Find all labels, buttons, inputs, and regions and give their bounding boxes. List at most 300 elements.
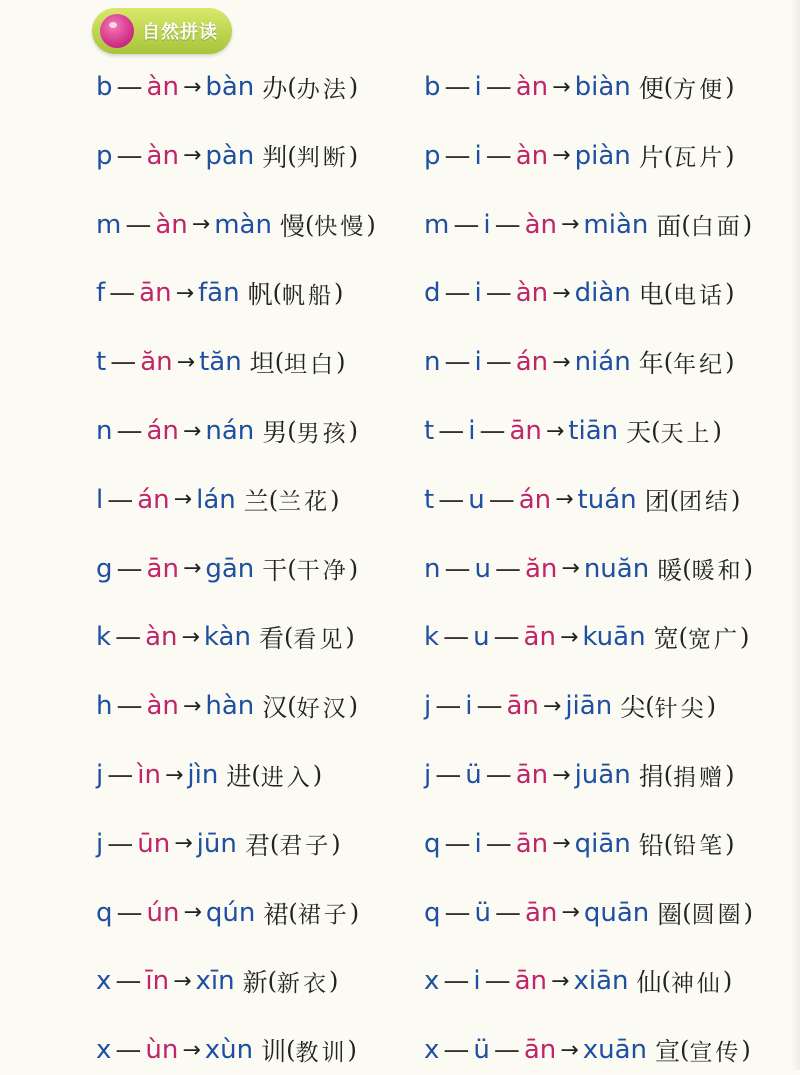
example-word: 暖和 [691, 558, 744, 585]
open-paren: ( [663, 348, 674, 377]
hanzi-character: 仙 [636, 968, 662, 998]
open-paren: ( [645, 692, 655, 721]
example-word: 白面 [690, 214, 743, 241]
hanzi-character: 训 [261, 1037, 287, 1067]
initial-sound: h [96, 691, 113, 722]
hanzi-character: 电 [638, 280, 664, 310]
initial-sound: x [424, 1035, 440, 1066]
phonics-row [0, 1025, 800, 1075]
close-paren: ) [347, 1036, 357, 1065]
final-sound: àn [146, 691, 179, 722]
initial-sound: f [96, 278, 106, 309]
dash-separator: — [116, 72, 143, 102]
open-paren: ( [680, 1036, 690, 1065]
syllable: xuān [582, 1035, 648, 1066]
medial-sound: u [474, 553, 491, 584]
initial-sound: b [96, 72, 113, 102]
example-word: 新衣 [277, 970, 330, 997]
dash-separator: — [125, 209, 152, 240]
arrow-icon: → [182, 74, 202, 100]
dash-separator: — [443, 966, 470, 997]
phonics-entry-left [96, 406, 358, 456]
phonics-entry-right [424, 888, 753, 938]
close-paren: ) [722, 967, 733, 996]
close-paren: ) [348, 692, 358, 721]
arrow-icon: → [181, 624, 200, 650]
hanzi-character: 面 [656, 211, 682, 241]
example-word: 帆船 [281, 282, 334, 309]
final-sound: ún [146, 897, 180, 928]
open-paren: ( [287, 554, 297, 583]
close-paren: ) [348, 73, 359, 101]
initial-sound: b [424, 72, 441, 102]
final-sound: án [146, 416, 179, 446]
initial-sound: n [96, 416, 113, 446]
example-word: 方便 [673, 76, 726, 103]
dash-separator: — [116, 897, 143, 928]
open-paren: ( [274, 348, 285, 377]
open-paren: ( [287, 417, 297, 445]
dash-separator: — [485, 347, 512, 378]
open-paren: ( [287, 73, 297, 101]
medial-sound: i [474, 72, 482, 102]
syllable: diàn [574, 278, 631, 309]
hanzi-character: 坦 [249, 349, 275, 379]
dash-separator: — [494, 553, 521, 584]
hanzi-character: 判 [262, 142, 288, 172]
example-word: 快慢 [314, 214, 367, 241]
example-word: 团结 [679, 489, 732, 516]
phonics-entry-left [96, 681, 358, 731]
dash-separator: — [109, 278, 136, 309]
syllable: xùn [204, 1035, 254, 1066]
arrow-icon: → [182, 418, 202, 444]
syllable: tăn [199, 347, 242, 378]
hanzi-character: 裙 [263, 899, 289, 929]
example-word: 圆圈 [691, 902, 744, 929]
initial-sound: q [424, 828, 441, 859]
hanzi-character: 片 [638, 142, 664, 172]
close-paren: ) [329, 967, 339, 996]
example-word: 进入 [260, 764, 313, 791]
final-sound: ăn [524, 553, 558, 584]
close-paren: ) [725, 141, 735, 170]
hanzi-character: 慢 [279, 211, 305, 241]
initial-sound: x [96, 1035, 112, 1066]
open-paren: ( [663, 73, 674, 101]
dash-separator: — [115, 1035, 142, 1066]
final-sound: àn [515, 278, 549, 309]
syllable: nán [205, 416, 255, 446]
final-sound: ùn [145, 1035, 179, 1066]
dash-separator: — [495, 897, 521, 928]
initial-sound: x [424, 966, 440, 997]
dash-separator: — [494, 209, 521, 240]
close-paren: ) [731, 485, 741, 514]
example-word: 君子 [279, 833, 332, 860]
syllable: bàn [205, 72, 255, 102]
hanzi-character: 便 [638, 74, 664, 103]
open-paren: ( [287, 141, 297, 170]
open-paren: ( [267, 967, 278, 996]
phonics-entry-right [424, 62, 735, 112]
section-title: 自然拼读 [142, 22, 218, 43]
dash-separator: — [479, 416, 506, 446]
initial-sound: p [96, 140, 113, 171]
syllable: miàn [583, 209, 649, 240]
phonics-entry-left [96, 268, 343, 318]
dash-separator: — [107, 484, 134, 515]
dash-separator: — [493, 622, 520, 653]
arrow-icon: → [561, 556, 580, 582]
close-paren: ) [725, 761, 735, 789]
syllable: jūn [196, 828, 237, 859]
arrow-icon: → [182, 1037, 201, 1063]
arrow-icon: → [552, 143, 571, 169]
initial-sound: p [424, 140, 441, 171]
medial-sound: i [474, 140, 482, 171]
dash-separator: — [444, 72, 471, 102]
initial-sound: x [96, 966, 112, 997]
open-paren: ( [681, 210, 691, 239]
dash-separator: — [485, 140, 512, 171]
syllable: xiān [573, 966, 629, 997]
medial-sound: i [474, 828, 482, 859]
arrow-icon: → [182, 556, 202, 582]
medial-sound: ü [474, 897, 491, 928]
example-word: 宣传 [689, 1039, 742, 1066]
phonics-row [0, 268, 800, 318]
final-sound: àn [524, 209, 557, 240]
close-paren: ) [333, 279, 344, 308]
dash-separator: — [485, 278, 512, 309]
dash-separator: — [444, 278, 471, 309]
phonics-row [0, 544, 800, 594]
arrow-icon: → [555, 487, 574, 513]
syllable: quān [583, 897, 650, 928]
syllable: piàn [574, 140, 631, 171]
example-word: 宽广 [687, 626, 740, 653]
phonics-row [0, 131, 800, 181]
phonics-row [0, 406, 800, 456]
dash-separator: — [115, 966, 142, 997]
syllable: fān [198, 278, 240, 309]
hanzi-character: 宽 [653, 624, 679, 654]
example-word: 年纪 [673, 351, 726, 378]
hanzi-character: 帆 [247, 280, 273, 310]
dash-separator: — [488, 484, 515, 515]
hanzi-character: 铅 [638, 830, 664, 860]
syllable: biàn [574, 72, 631, 102]
medial-sound: i [483, 209, 491, 240]
final-sound: ān [515, 760, 549, 790]
close-paren: ) [706, 692, 716, 721]
syllable: hàn [205, 691, 255, 722]
syllable: qiān [574, 828, 631, 859]
syllable: jìn [187, 760, 219, 790]
open-paren: ( [268, 485, 279, 514]
example-word: 铅笔 [673, 833, 726, 860]
open-paren: ( [663, 279, 674, 308]
initial-sound: q [96, 897, 113, 928]
dash-separator: — [444, 553, 471, 584]
medial-sound: ü [473, 1035, 490, 1066]
close-paren: ) [336, 348, 346, 377]
phonics-entry-left [96, 750, 322, 800]
final-sound: ăn [140, 347, 173, 378]
phonics-entry-right [424, 200, 752, 250]
phonics-row [0, 475, 800, 525]
hanzi-character: 尖 [620, 693, 646, 723]
hanzi-character: 捐 [638, 762, 664, 791]
initial-sound: n [424, 347, 441, 378]
hanzi-character: 君 [244, 830, 270, 860]
hanzi-character: 兰 [243, 486, 269, 516]
dash-separator: — [116, 416, 143, 446]
syllable: tuán [577, 484, 637, 515]
final-sound: ìn [137, 760, 161, 790]
final-sound: ān [514, 966, 548, 997]
arrow-icon: → [552, 762, 571, 788]
dash-separator: — [444, 347, 471, 378]
arrow-icon: → [191, 212, 211, 238]
phonics-entry-right [424, 406, 722, 456]
final-sound: ān [523, 622, 556, 653]
syllable: tiān [568, 416, 619, 446]
syllable: juān [574, 760, 631, 790]
arrow-icon: → [174, 831, 193, 857]
final-sound: ān [506, 691, 539, 722]
arrow-icon: → [164, 762, 184, 788]
phonics-entry-left [96, 131, 358, 181]
hanzi-character: 宣 [655, 1037, 681, 1067]
medial-sound: u [468, 484, 485, 515]
close-paren: ) [739, 623, 750, 652]
phonics-entry-right [424, 681, 716, 731]
final-sound: àn [515, 72, 549, 102]
phonics-entry-right [424, 544, 753, 594]
hanzi-character: 男 [262, 418, 288, 447]
arrow-icon: → [552, 349, 571, 375]
close-paren: ) [312, 761, 323, 789]
hanzi-character: 暖 [657, 555, 683, 585]
close-paren: ) [366, 210, 376, 239]
example-word: 捐赠 [673, 764, 726, 791]
final-sound: ān [525, 897, 558, 928]
close-paren: ) [725, 348, 735, 377]
initial-sound: j [424, 691, 432, 722]
example-word: 天上 [660, 420, 713, 447]
phonics-entry-right [424, 819, 735, 869]
final-sound: án [137, 484, 170, 515]
phonics-entry-left [96, 1025, 357, 1075]
dash-separator: — [438, 484, 465, 515]
final-sound: án [518, 484, 552, 515]
open-paren: ( [287, 692, 297, 721]
initial-sound: m [424, 209, 450, 240]
final-sound: àn [146, 72, 179, 102]
phonics-row [0, 956, 800, 1006]
phonics-entry-right [424, 750, 734, 800]
phonics-entry-right [424, 268, 735, 318]
initial-sound: j [96, 828, 104, 859]
close-paren: ) [330, 485, 340, 514]
close-paren: ) [331, 829, 341, 858]
open-paren: ( [651, 417, 661, 445]
phonics-row [0, 888, 800, 938]
dash-separator: — [444, 897, 471, 928]
phonics-entry-right [424, 475, 740, 525]
phonics-entry-left [96, 475, 340, 525]
final-sound: īn [145, 966, 170, 997]
syllable: nuăn [583, 553, 650, 584]
syllable: gān [205, 553, 255, 584]
arrow-icon: → [552, 831, 571, 857]
syllable: kuān [582, 622, 646, 653]
ball-icon [100, 14, 134, 48]
arrow-icon: → [542, 693, 562, 719]
medial-sound: i [468, 416, 476, 446]
example-word: 瓦片 [673, 145, 726, 172]
example-word: 男孩 [296, 420, 349, 447]
initial-sound: q [424, 897, 441, 928]
arrow-icon: → [182, 143, 202, 169]
open-paren: ( [661, 967, 671, 996]
dash-separator: — [110, 347, 137, 378]
syllable: màn [214, 209, 272, 240]
close-paren: ) [712, 417, 722, 445]
close-paren: ) [348, 554, 359, 583]
initial-sound: n [424, 553, 441, 584]
dash-separator: — [485, 828, 512, 859]
final-sound: ūn [137, 828, 171, 859]
example-word: 坦白 [284, 351, 337, 378]
phonics-entry-left [96, 956, 338, 1006]
final-sound: ān [523, 1035, 557, 1066]
phonics-entry-left [96, 544, 358, 594]
open-paren: ( [269, 829, 280, 858]
dash-separator: — [485, 72, 512, 102]
example-word: 裙子 [297, 902, 350, 929]
phonics-row [0, 750, 800, 800]
dash-separator: — [107, 760, 134, 790]
dash-separator: — [444, 140, 471, 171]
open-paren: ( [663, 141, 674, 170]
initial-sound: t [424, 416, 435, 446]
close-paren: ) [725, 279, 735, 308]
example-word: 干净 [296, 558, 349, 585]
phonics-entry-right [424, 131, 735, 181]
syllable: qún [205, 897, 256, 928]
arrow-icon: → [545, 418, 565, 444]
arrow-icon: → [173, 487, 193, 513]
dash-separator: — [443, 622, 470, 653]
arrow-icon: → [560, 1037, 579, 1063]
phonics-entry-left [96, 337, 345, 387]
final-sound: àn [146, 140, 179, 171]
medial-sound: i [474, 278, 482, 309]
arrow-icon: → [559, 624, 579, 650]
final-sound: àn [145, 622, 178, 653]
open-paren: ( [678, 623, 688, 652]
phonics-entry-left [96, 888, 359, 938]
final-sound: ān [515, 828, 549, 859]
phonics-entry-left [96, 819, 341, 869]
open-paren: ( [663, 829, 674, 858]
dash-separator: — [435, 691, 462, 722]
hanzi-character: 团 [644, 486, 670, 516]
hanzi-character: 年 [638, 349, 664, 379]
syllable: kàn [203, 622, 251, 653]
open-paren: ( [682, 554, 692, 583]
initial-sound: j [96, 760, 104, 790]
hanzi-character: 看 [258, 624, 284, 654]
phonics-row [0, 337, 800, 387]
close-paren: ) [348, 417, 358, 445]
arrow-icon: → [552, 280, 571, 306]
phonics-row [0, 612, 800, 662]
arrow-icon: → [561, 900, 580, 926]
initial-sound: t [424, 484, 435, 515]
syllable: jiān [565, 691, 613, 722]
phonics-row [0, 681, 800, 731]
initial-sound: d [424, 278, 441, 309]
hanzi-character: 进 [226, 762, 252, 791]
dash-separator: — [443, 1035, 470, 1066]
syllable: pàn [205, 140, 255, 171]
close-paren: ) [349, 898, 360, 927]
dash-separator: — [493, 1035, 520, 1066]
example-word: 办法 [296, 76, 349, 103]
dash-separator: — [435, 760, 462, 790]
initial-sound: k [424, 622, 440, 653]
dash-separator: — [116, 553, 143, 584]
close-paren: ) [743, 554, 753, 583]
dash-separator: — [444, 828, 471, 859]
syllable: xīn [195, 966, 235, 997]
example-word: 针尖 [654, 695, 707, 722]
example-word: 兰花 [278, 489, 331, 516]
example-word: 看见 [293, 626, 346, 653]
example-word: 教训 [295, 1039, 348, 1066]
final-sound: án [515, 347, 549, 378]
open-paren: ( [669, 485, 680, 514]
arrow-icon: → [175, 280, 195, 306]
arrow-icon: → [560, 212, 580, 238]
close-paren: ) [725, 73, 735, 101]
phonics-row [0, 819, 800, 869]
final-sound: àn [155, 209, 188, 240]
section-badge [92, 8, 232, 54]
syllable: lán [196, 484, 236, 515]
final-sound: ān [509, 416, 542, 446]
final-sound: ān [146, 553, 179, 584]
open-paren: ( [286, 1036, 296, 1065]
phonics-entry-right [424, 956, 732, 1006]
phonics-entry-right [424, 1025, 751, 1075]
open-paren: ( [304, 210, 315, 239]
hanzi-character: 干 [262, 555, 288, 585]
phonics-entry-left [96, 612, 355, 662]
close-paren: ) [348, 141, 359, 170]
hanzi-character: 新 [242, 968, 268, 998]
initial-sound: t [96, 347, 107, 378]
medial-sound: i [465, 691, 473, 722]
arrow-icon: → [176, 349, 196, 375]
page-edge-shadow [790, 0, 800, 1070]
hanzi-character: 办 [262, 74, 288, 103]
dash-separator: — [116, 140, 143, 171]
